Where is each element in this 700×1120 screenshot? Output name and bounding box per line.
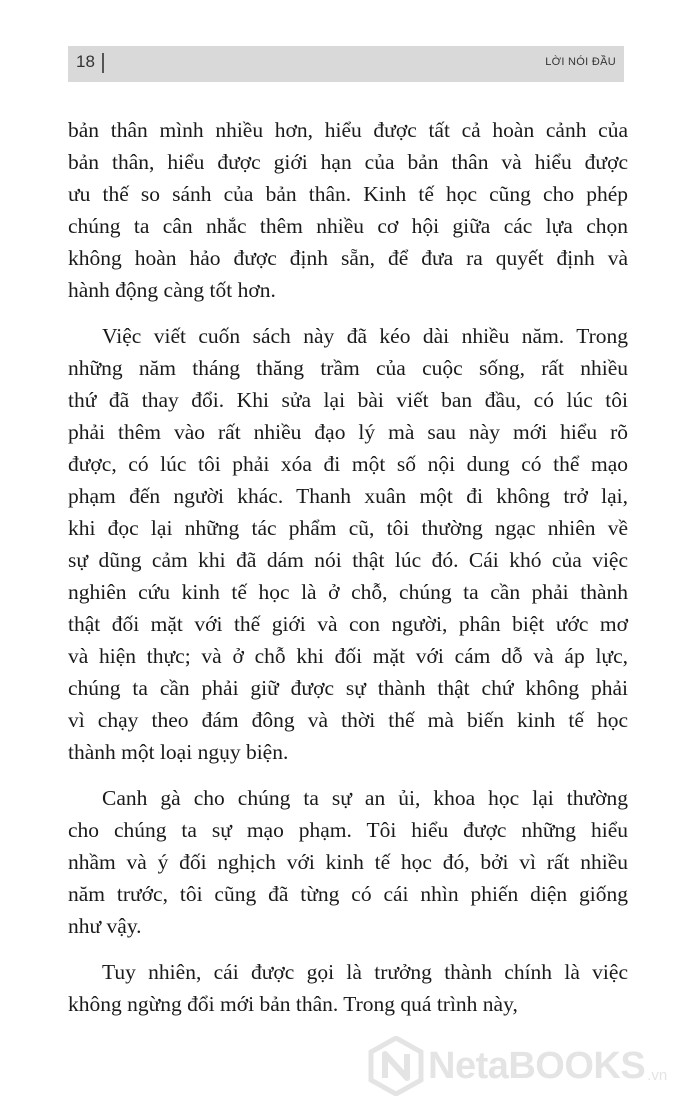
- text-line: bản thân, hiểu được giới hạn của bản thân và hiểu được: [68, 150, 628, 174]
- text-line: ưu thế so sánh của bản thân. Kinh tế học cũng cho phép: [68, 182, 628, 206]
- netabooks-logo-icon: [368, 1036, 424, 1096]
- text-line: khi đọc lại những tác phẩm cũ, tôi thường ngạc nhiên về: [68, 516, 628, 540]
- paragraph: [68, 782, 628, 942]
- text-line: Canh gà cho chúng ta sự an ủi, khoa học lại thường: [102, 786, 628, 810]
- text-line: sự dũng cảm khi đã dám nói thật lúc đó. Cái khó của việc: [68, 548, 628, 572]
- text-line: được, có lúc tôi phải xóa đi một số nội dung có thể mạo: [68, 452, 628, 476]
- paragraph: [68, 114, 628, 306]
- chapter-running-head: LỜI NÓI ĐẦU: [545, 56, 616, 68]
- text-line: hành động càng tốt hơn.: [68, 278, 276, 302]
- text-line: vì chạy theo đám đông và thời thế mà biến kinh tế học: [68, 708, 628, 732]
- page-number: 18: [76, 52, 95, 71]
- watermark: [368, 1036, 667, 1096]
- text-line: Tuy nhiên, cái được gọi là trưởng thành chính là việc: [102, 960, 628, 984]
- text-line: nghiên cứu kinh tế học là ở chỗ, chúng ta cần phải thành: [68, 580, 628, 604]
- text-line: bản thân mình nhiều hơn, hiểu được tất cả hoàn cảnh của: [68, 118, 628, 142]
- running-header: [68, 46, 624, 82]
- text-line: Việc viết cuốn sách này đã kéo dài nhiều năm. Trong: [102, 324, 628, 348]
- text-line: chúng ta cần phải giữ được sự thành thật chứ không phải: [68, 676, 628, 700]
- text-line: những năm tháng thăng trầm của cuộc sống, rất nhiều: [68, 356, 628, 380]
- text-line: phải thêm vào rất nhiều đạo lý mà sau này mới hiểu rõ: [68, 420, 628, 444]
- text-line: như vậy.: [68, 914, 142, 938]
- text-line: thứ đã thay đổi. Khi sửa lại bài viết ban đầu, có lúc tôi: [68, 388, 628, 412]
- text-line: không hoàn hảo được định sẵn, để đưa ra quyết định và: [68, 246, 628, 270]
- text-line: thành một loại ngụy biện.: [68, 740, 289, 764]
- watermark-suffix: .vn: [647, 1066, 668, 1084]
- text-line: năm trước, tôi cũng đã từng có cái nhìn phiến diện giống: [68, 882, 628, 906]
- paragraph: [68, 956, 628, 1020]
- body-text: [68, 114, 628, 1034]
- text-line: không ngừng đổi mới bản thân. Trong quá trình này,: [68, 992, 518, 1016]
- text-line: cho chúng ta sự mạo phạm. Tôi hiểu được những hiểu: [68, 818, 628, 842]
- header-divider: [102, 53, 104, 73]
- text-line: chúng ta cân nhắc thêm nhiều cơ hội giữa các lựa chọn: [68, 214, 628, 238]
- paragraph: [68, 320, 628, 768]
- text-line: nhầm và ý đối nghịch với kinh tế học đó, bởi vì rất nhiều: [68, 850, 628, 874]
- text-line: phạm đến người khác. Thanh xuân một đi không trở lại,: [68, 484, 628, 508]
- text-line: và hiện thực; và ở chỗ khi đối mặt với cám dỗ và áp lực,: [68, 644, 628, 668]
- watermark-brand: NetaBOOKS: [428, 1044, 646, 1087]
- text-line: thật đối mặt với thế giới và con người, phân biệt ước mơ: [68, 612, 628, 636]
